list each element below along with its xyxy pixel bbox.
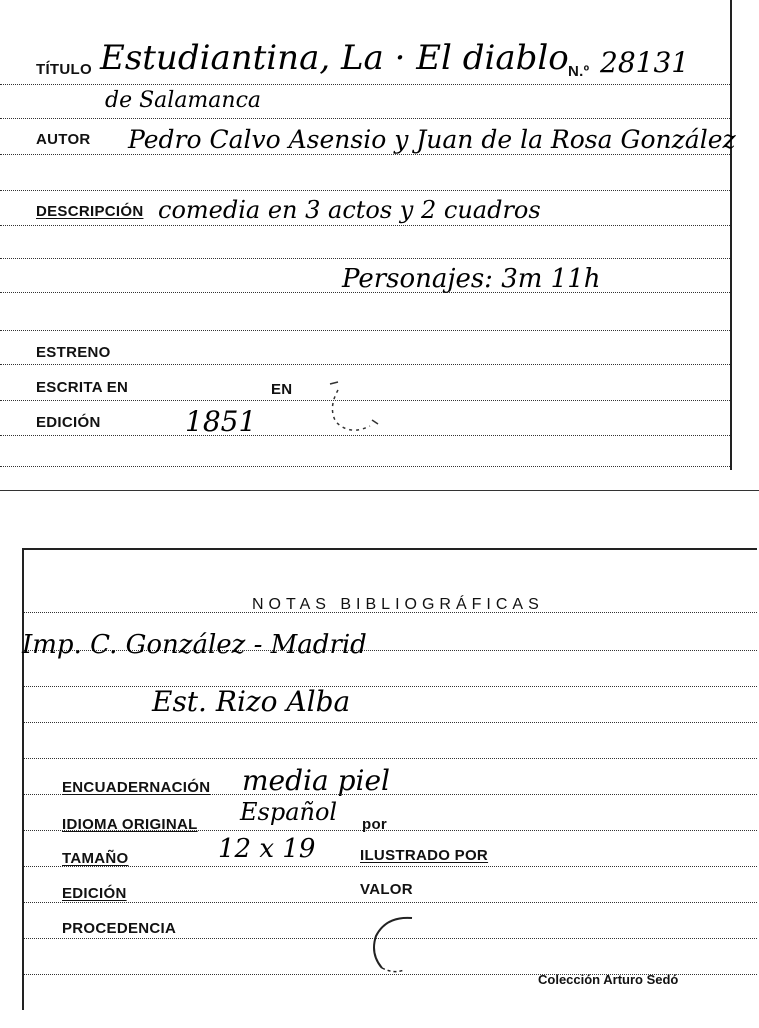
rule-line [0,258,730,259]
rule-line [24,866,757,867]
en-label: EN [271,381,293,398]
rule-line [24,686,757,687]
rule-line [24,902,757,903]
titulo-value-continued: de Salamanca [105,88,262,113]
establecimiento-value: Est. Rizo Alba [152,685,351,718]
idioma-label: IDIOMA ORIGINAL [62,816,198,833]
valor-label: VALOR [360,881,413,898]
encuadernacion-label: ENCUADERNACIÓN [62,779,211,796]
descripcion-value: comedia en 3 actos y 2 cuadros [158,196,541,224]
rule-line [0,190,730,191]
library-stamp-mark [364,910,434,980]
rule-line [24,758,757,759]
edicion-value: 1851 [185,405,257,438]
estreno-label: ESTRENO [36,344,111,361]
titulo-label: TÍTULO [36,61,92,78]
edicion-label: EDICIÓN [36,414,101,431]
edicion-label-bottom: EDICIÓN [62,885,127,902]
idioma-value: Español [240,798,338,826]
descripcion-label: DESCRIPCIÓN [36,203,144,220]
ilustrado-label: ILUSTRADO POR [360,847,489,864]
autor-value: Pedro Calvo Asensio y Juan de la Rosa González [128,125,736,154]
rule-line [0,118,730,119]
por-label: por [362,816,388,833]
escrita-label: ESCRITA EN [36,379,129,396]
rule-line [0,364,730,365]
rule-line [0,154,730,155]
tamano-value: 12 x 19 [218,834,316,864]
library-stamp-mark [320,378,390,438]
autor-label: AUTOR [36,131,91,148]
notas-title: NOTAS BIBLIOGRÁFICAS [252,596,544,613]
rule-line [24,722,757,723]
encuadernacion-value: media piel [242,764,390,797]
imprenta-value: Imp. C. González - Madrid [22,630,367,660]
rule-line [0,466,730,467]
catalog-card-bottom [22,548,757,1010]
rule-line [0,330,730,331]
catalog-card-top [0,0,736,470]
titulo-value: Estudiantina, La · El diablo [100,38,569,78]
rule-line [0,225,730,226]
tamano-label: TAMAÑO [62,850,129,867]
collection-credit: Colección Arturo Sedó [538,972,679,987]
numero-value: 28131 [600,46,690,79]
procedencia-label: PROCEDENCIA [62,920,177,937]
numero-label: N.º [568,63,590,80]
rule-line [0,84,730,85]
personajes-value: Personajes: 3m 11h [342,264,601,294]
card-separator [0,490,759,491]
